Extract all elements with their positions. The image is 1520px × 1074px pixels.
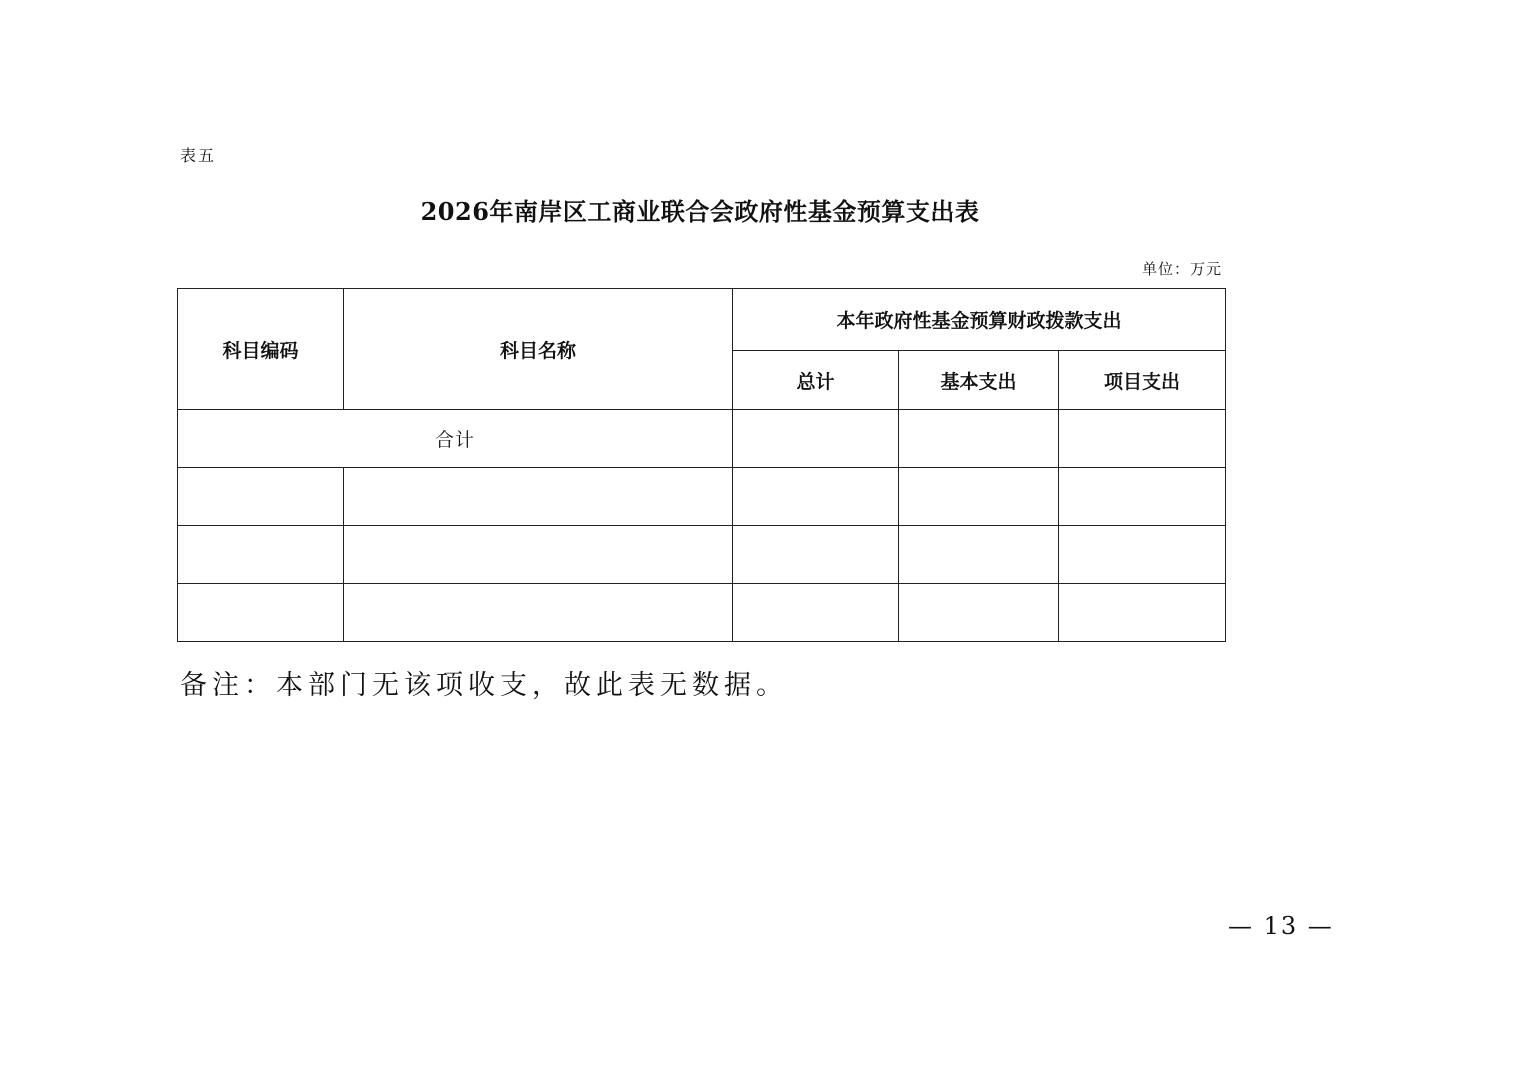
table-label: 表五: [180, 146, 217, 165]
header-name: 科目名称: [344, 289, 733, 410]
header-total: 总计: [733, 351, 899, 410]
row-total-cell: [733, 468, 899, 526]
total-cell-project: [1059, 410, 1226, 468]
header-row-top: [178, 289, 1226, 351]
row-total-cell: [733, 584, 899, 642]
total-cell-total: [733, 410, 899, 468]
table-row: [178, 526, 1226, 584]
row-code-cell: [178, 584, 344, 642]
total-row: [178, 410, 1226, 468]
budget-table: [177, 288, 1226, 642]
row-total-cell: [733, 526, 899, 584]
unit-label: 单位：万元: [1141, 260, 1222, 278]
remark-note: 备注：本部门无该项收支，故此表无数据。: [180, 670, 788, 701]
total-row-label: 合计: [178, 410, 733, 468]
row-code-cell: [178, 468, 344, 526]
header-basic: 基本支出: [899, 351, 1059, 410]
row-name-cell: [344, 526, 733, 584]
row-project-cell: [1059, 526, 1226, 584]
row-basic-cell: [899, 526, 1059, 584]
total-cell-basic: [899, 410, 1059, 468]
table-row: [178, 468, 1226, 526]
header-code: 科目编码: [178, 289, 344, 410]
table-row: [178, 584, 1226, 642]
page-number: — 13 —: [1228, 912, 1334, 940]
row-name-cell: [344, 584, 733, 642]
row-project-cell: [1059, 584, 1226, 642]
row-name-cell: [344, 468, 733, 526]
header-project: 项目支出: [1059, 351, 1226, 410]
row-project-cell: [1059, 468, 1226, 526]
row-code-cell: [178, 526, 344, 584]
row-basic-cell: [899, 584, 1059, 642]
row-basic-cell: [899, 468, 1059, 526]
document-title: 2026年南岸区工商业联合会政府性基金预算支出表: [420, 197, 980, 226]
header-group: 本年政府性基金预算财政拨款支出: [733, 289, 1226, 351]
